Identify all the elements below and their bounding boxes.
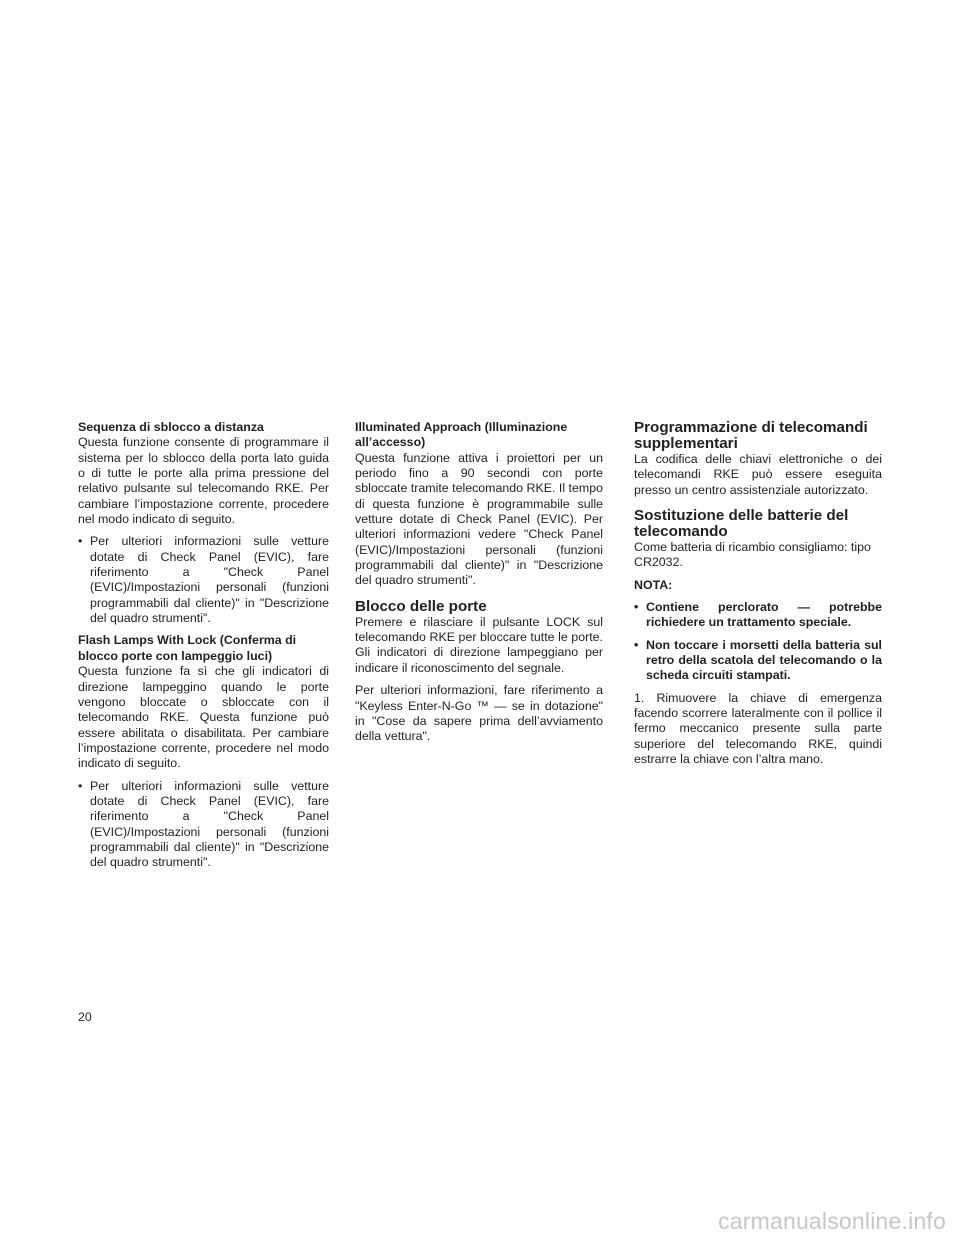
- bullet-text: Contiene perclorato — potrebbe richiedere un trattamento speciale.: [646, 600, 882, 630]
- bullet-flash-lamps: [78, 779, 329, 871]
- page-number: 20: [78, 1010, 92, 1024]
- note-bullet-terminals: [634, 638, 882, 684]
- subsection-title-illuminated-approach: Illuminated Approach (Illuminazione all’accesso): [355, 420, 568, 450]
- paragraph-remote-unlock-sequence: Questa funzione consente di programmare il sistema per lo sblocco della porta lato guida o di tutte le porte alla prima pressione del relativo pulsante sul telecomando RKE. Per cambiare l’impostazione corrente, procedere nel modo indicato di seguito.: [78, 435, 329, 527]
- column-right: [634, 420, 882, 775]
- bullet-text: Per ulteriori informazioni sulle vetture dotate di Check Panel (EVIC), fare riferimento a "Check Panel (EVIC)/Impostazioni personali (funzioni programmabili dal cliente)" in "Descrizione del quadro strumenti".: [90, 778, 329, 870]
- bullet-text: Non toccare i morsetti della batteria sul retro della scatola del telecomando o la scheda circuiti stampati.: [646, 637, 882, 683]
- bullet-text: Per ulteriori informazioni sulle vetture dotate di Check Panel (EVIC), fare riferimento a "Check Panel (EVIC)/Impostazioni personali (funzioni programmabili dal cliente)" in "Descrizione del quadro strumenti".: [90, 534, 329, 626]
- note-bullet-perchlorate: [634, 600, 882, 631]
- paragraph-flash-lamps: Questa funzione fa sì che gli indicatori di direzione lampeggino quando le porte vengono bloccate o sbloccate con il telecomando RKE. Questa funzione può essere abilitata o disabilitata. Per cambiare l’impostazione corrente, procedere nel modo indicato di seguito.: [78, 664, 329, 771]
- section-heading-door-lock: Blocco delle porte: [355, 597, 487, 615]
- paragraph-illuminated-approach: Questa funzione attiva i proiettori per un periodo fino a 90 secondi con porte sbloccate tramite telecomando RKE. Il tempo di questa funzione è programmabile sulle vetture dotate di Check Panel (EVIC). Per ulteriori informazioni vedere "Check Panel (EVIC)/Impostazioni personali (funzioni programmabili dal cliente)" in "Descrizione del quadro strumenti".: [355, 450, 603, 588]
- paragraph-additional-remotes: La codifica delle chiavi elettroniche o dei telecomandi RKE può essere eseguita presso un centro assistenziale autorizzato.: [634, 452, 882, 497]
- note-label: NOTA:: [634, 577, 673, 592]
- section-heading-additional-remotes: Programmazione di telecomandi supplementari: [634, 419, 868, 452]
- subsection-title-flash-lamps: Flash Lamps With Lock (Conferma di blocco porte con lampeggio luci): [78, 633, 297, 663]
- paragraph-door-lock-reference: Per ulteriori informazioni, fare riferimento a "Keyless Enter-N-Go ™ — se in dotazione" in "Cose da sapere prima dell’avviamento della vettura".: [355, 683, 603, 744]
- paragraph-door-lock: Premere e rilasciare il pulsante LOCK sul telecomando RKE per bloccare tutte le porte. Gli indicatori di direzione lampeggiano per indicare il riconoscimento del segnale.: [355, 614, 603, 675]
- bullet-remote-unlock-sequence: [78, 534, 329, 626]
- column-left: [78, 420, 329, 878]
- column-middle: [355, 420, 603, 752]
- bullet-icon: •: [78, 534, 83, 549]
- watermark: carmanualsonline.info: [718, 1208, 946, 1234]
- step-remove-emergency-key: 1. Rimuovere la chiave di emergenza facendo scorrere lateralmente con il pollice il fermo meccanico presente sulla parte superiore del telecomando RKE, quindi estrarre la chiave con l’altra mano.: [634, 690, 882, 767]
- bullet-icon: •: [634, 600, 639, 615]
- bullet-icon: •: [78, 778, 83, 793]
- paragraph-battery-type: Come batteria di ricambio consigliamo: tipo CR2032.: [634, 540, 871, 570]
- bullet-icon: •: [634, 637, 639, 652]
- section-heading-battery-replacement: Sostituzione delle batterie del telecomando: [634, 507, 849, 541]
- subsection-title-remote-unlock-sequence: Sequenza di sblocco a distanza: [78, 420, 264, 434]
